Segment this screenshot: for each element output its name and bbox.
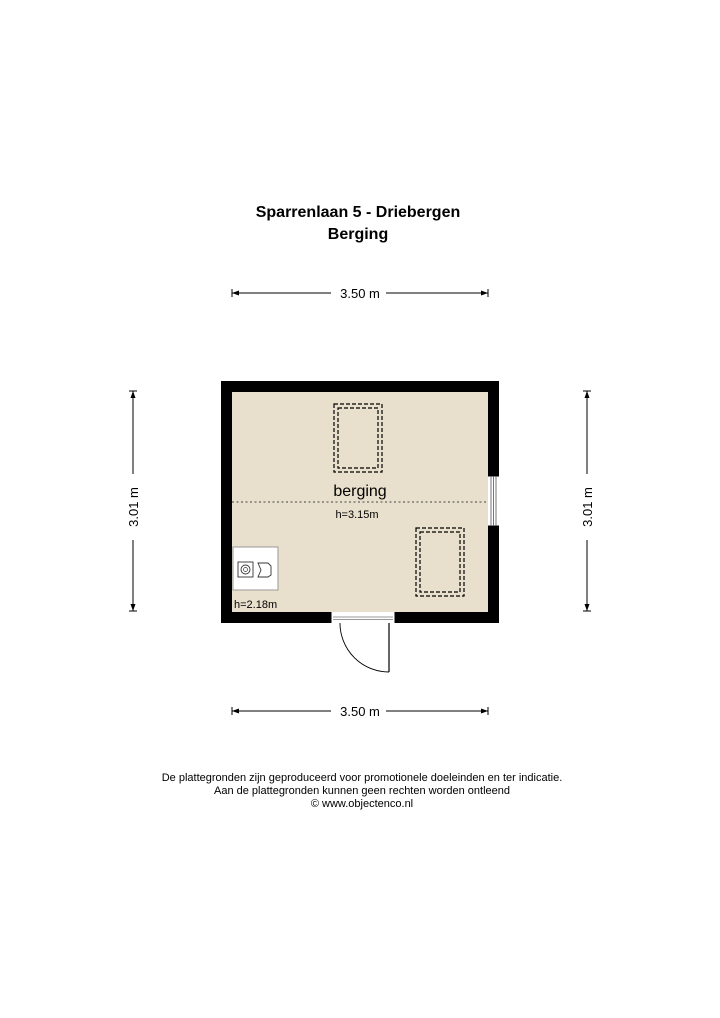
dimension-top-label: 3.50 m [340, 286, 380, 301]
disclaimer-line-1: De plattegronden zijn geproduceerd voor promotionele doeleinden en ter indicatie. [161, 772, 563, 784]
copyright: © www.objectenco.nl [310, 798, 414, 810]
dimension-left-label: 3.01 m [126, 487, 141, 527]
plan-subtitle: Berging [327, 226, 389, 243]
washing-machine-icon [233, 547, 278, 590]
dimension-right [580, 391, 595, 611]
dimension-top [232, 286, 488, 301]
room-low-height: h=2.18m [234, 599, 278, 611]
dimension-bottom [232, 704, 488, 719]
window [488, 476, 499, 526]
room-name: berging [333, 483, 387, 500]
plan-title: Sparrenlaan 5 - Driebergen [255, 204, 461, 221]
room-ceiling-height: h=3.15m [335, 509, 379, 521]
disclaimer-line-2: Aan de plattegronden kunnen geen rechten worden ontleend [213, 785, 510, 797]
dimension-bottom-label: 3.50 m [340, 704, 380, 719]
dimension-left [126, 391, 141, 611]
disclaimer [0, 772, 720, 811]
door [331, 612, 395, 672]
dimension-right-label: 3.01 m [580, 487, 595, 527]
